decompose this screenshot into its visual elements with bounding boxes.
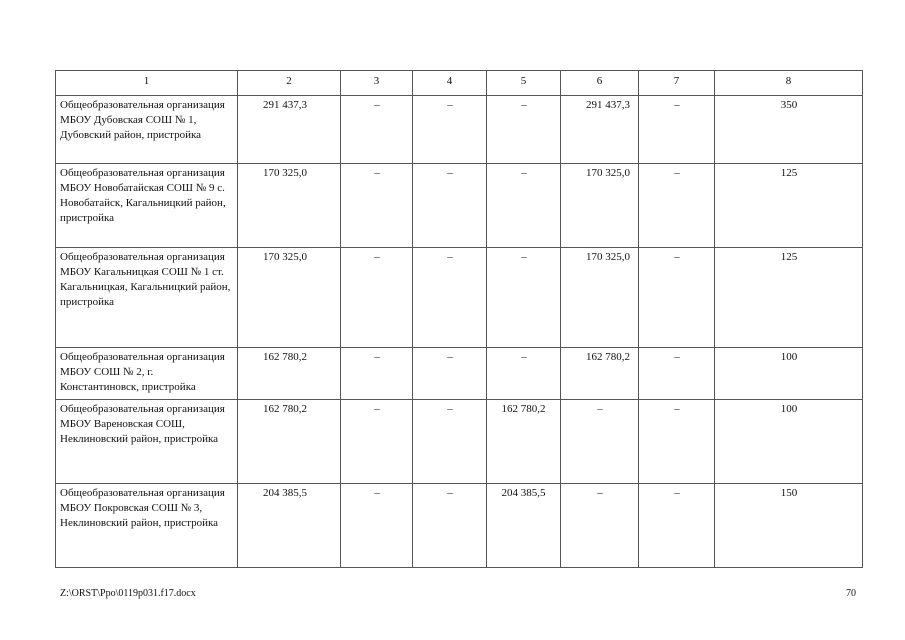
footer-file-path: Z:\ORST\Ppo\0119p031.f17.docx	[60, 588, 196, 599]
row-value-col4: –	[413, 400, 487, 484]
row-value-col6: 170 325,0	[561, 248, 639, 348]
column-header-4: 4	[413, 71, 487, 96]
row-value-col3: –	[341, 400, 413, 484]
row-value-col3: –	[341, 164, 413, 248]
footer-page-number: 70	[846, 588, 856, 599]
row-organization-name: Общеобразовательная организация МБОУ Новобатайская СОШ № 9 с. Новобатайск, Кагальницкий район, пристройка	[56, 164, 238, 248]
column-header-3: 3	[341, 71, 413, 96]
row-value-col7: –	[639, 248, 715, 348]
row-value-col6: 291 437,3	[561, 96, 639, 164]
row-value-col4: –	[413, 348, 487, 400]
row-value-col7: –	[639, 164, 715, 248]
row-value-col5: 204 385,5	[487, 484, 561, 568]
table-row	[56, 400, 863, 484]
row-value-col2: 170 325,0	[238, 164, 341, 248]
row-value-col2: 204 385,5	[238, 484, 341, 568]
row-organization-name: Общеобразовательная организация МБОУ Дубовская СОШ № 1, Дубовский район, пристройка	[56, 96, 238, 164]
row-value-col6: –	[561, 484, 639, 568]
table-row	[56, 96, 863, 164]
row-value-col4: –	[413, 164, 487, 248]
row-value-col5: –	[487, 164, 561, 248]
column-header-6: 6	[561, 71, 639, 96]
row-value-col3: –	[341, 96, 413, 164]
row-value-col5: –	[487, 348, 561, 400]
column-header-2: 2	[238, 71, 341, 96]
row-value-col2: 170 325,0	[238, 248, 341, 348]
row-value-col7: –	[639, 484, 715, 568]
row-organization-name: Общеобразовательная организация МБОУ Вареновская СОШ, Неклиновский район, пристройка	[56, 400, 238, 484]
row-value-col5: –	[487, 248, 561, 348]
row-value-col8: 100	[715, 348, 863, 400]
row-organization-name: Общеобразовательная организация МБОУ СОШ № 2, г. Константиновск, пристройка	[56, 348, 238, 400]
table-row	[56, 348, 863, 400]
column-header-5: 5	[487, 71, 561, 96]
row-value-col7: –	[639, 96, 715, 164]
row-organization-name: Общеобразовательная организация МБОУ Покровская СОШ № 3, Неклиновский район, пристройка	[56, 484, 238, 568]
row-value-col8: 125	[715, 164, 863, 248]
row-value-col7: –	[639, 400, 715, 484]
column-header-7: 7	[639, 71, 715, 96]
row-value-col3: –	[341, 484, 413, 568]
row-value-col2: 291 437,3	[238, 96, 341, 164]
row-value-col8: 350	[715, 96, 863, 164]
row-value-col7: –	[639, 348, 715, 400]
table-row	[56, 248, 863, 348]
row-value-col6: 170 325,0	[561, 164, 639, 248]
row-value-col8: 125	[715, 248, 863, 348]
row-value-col8: 150	[715, 484, 863, 568]
row-value-col5: 162 780,2	[487, 400, 561, 484]
row-value-col4: –	[413, 96, 487, 164]
row-organization-name: Общеобразовательная организация МБОУ Кагальницкая СОШ № 1 ст. Кагальницкая, Кагальницкий район, пристройка	[56, 248, 238, 348]
row-value-col6: 162 780,2	[561, 348, 639, 400]
column-header-8: 8	[715, 71, 863, 96]
row-value-col4: –	[413, 248, 487, 348]
row-value-col4: –	[413, 484, 487, 568]
column-header-1: 1	[56, 71, 238, 96]
table-header-row	[56, 71, 863, 96]
row-value-col2: 162 780,2	[238, 348, 341, 400]
row-value-col2: 162 780,2	[238, 400, 341, 484]
row-value-col5: –	[487, 96, 561, 164]
row-value-col3: –	[341, 348, 413, 400]
row-value-col3: –	[341, 248, 413, 348]
row-value-col8: 100	[715, 400, 863, 484]
table-row	[56, 164, 863, 248]
table-row	[56, 484, 863, 568]
row-value-col6: –	[561, 400, 639, 484]
data-table	[55, 70, 863, 568]
